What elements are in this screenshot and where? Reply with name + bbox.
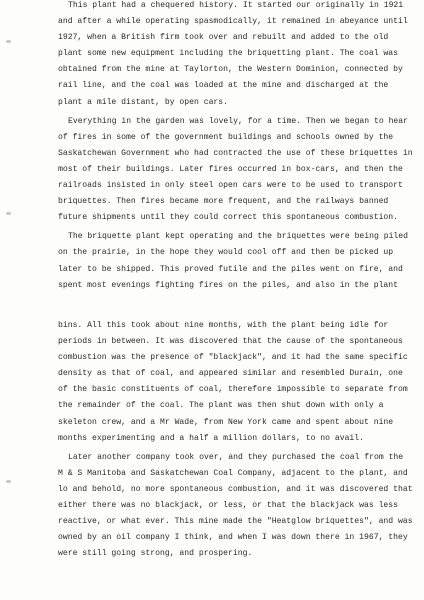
text-line: briquettes. Then fires became more frequent, and the railways banned (58, 197, 389, 207)
text-line: obtained from the mine at Taylorton, the Western Dominion, connected by (58, 65, 403, 75)
text-line: This plant had a chequered history. It started our originally in 1921 (68, 1, 404, 10)
text-line: were still going strong, and prospering. (58, 549, 253, 559)
paragraph-1 (58, 0, 424, 111)
text-line: Everything in the garden was lovely, for a time. Then we began to hear (68, 116, 408, 126)
text-line: either there was no blackjack, or less, or that the blackjack was less (58, 501, 398, 511)
text-line: M & S Manitoba and Saskatchewan Coal Company, adjacent to the plant, and (58, 468, 408, 478)
text-line: the remainder of the coal. The plant was then shut down with only a (58, 401, 384, 411)
punch-hole-mark (6, 40, 11, 43)
text-line: bins. All this took about nine months, with the plant being idle for (58, 321, 389, 330)
document-text-upper (58, 0, 424, 294)
punch-hole-mark (6, 212, 11, 215)
paragraph-3 (58, 229, 424, 293)
document-text-lower (58, 318, 424, 562)
text-line: rail line, and the coal was loaded at the mine and discharged at the (58, 81, 389, 91)
text-line: of the basic constituents of coal, therefore impossible to separate from (58, 385, 408, 395)
text-line: of fires in some of the government buildings and schools owned by the (58, 132, 394, 142)
text-line: future shipments until they could correct this spontaneous combustion. (58, 213, 398, 223)
text-line: skeleton crew, and a Mr Wade, from New York came and spent about nine (58, 417, 394, 427)
punch-hole-mark (6, 480, 11, 483)
text-line: owned by an oil company I think, and when I was down there in 1967, they (58, 533, 408, 543)
text-line: Saskatchewan Government who had contracted the use of these briquettes in (58, 148, 413, 158)
text-line: lo and behold, no more spontaneous combustion, and it was discovered that (58, 484, 413, 494)
text-line: on the prairie, in the hope they would cool off and then be picked up (58, 248, 394, 258)
text-line: plant some new equipment including the briquetting plant. The coal was (58, 49, 398, 59)
text-line: later to be shipped. This proved futile and the piles went on fire, and (58, 264, 403, 274)
paragraph-2 (58, 114, 424, 227)
text-line: Later another company took over, and they purchased the coal from the (68, 452, 404, 462)
text-line: spent most evenings fighting fires on the piles, and also in the plant (58, 280, 398, 290)
text-line: railroads insisted in only steel open cars were to be used to transport (58, 181, 403, 191)
text-line: most of their buildings. Later fires occurred in box-cars, and then the (58, 164, 403, 174)
text-line: combustion was the presence of "blackjack", and it had the same specific (58, 353, 408, 363)
text-line: 1927, when a British firm took over and rebuilt and added to the old (58, 33, 389, 43)
text-line: reactive, or what ever. This mine made the "Heatglow briquettes", and was (58, 517, 413, 527)
paragraph-5 (58, 450, 424, 563)
text-line: density as that of coal, and appeared similar and resembled Durain, one (58, 369, 403, 379)
paragraph-4 (58, 318, 424, 447)
text-line: plant a mile distant, by open cars. (58, 97, 228, 107)
text-line: and after a while operating spasmodically, it remained in abeyance until (58, 17, 408, 27)
text-line: periods in between. It was discovered that the cause of the spontaneous (58, 337, 403, 347)
text-line: months experimenting and a half a million dollars, to no avail. (58, 433, 364, 443)
text-line: The briquette plant kept operating and the briquettes were being piled (68, 232, 408, 242)
